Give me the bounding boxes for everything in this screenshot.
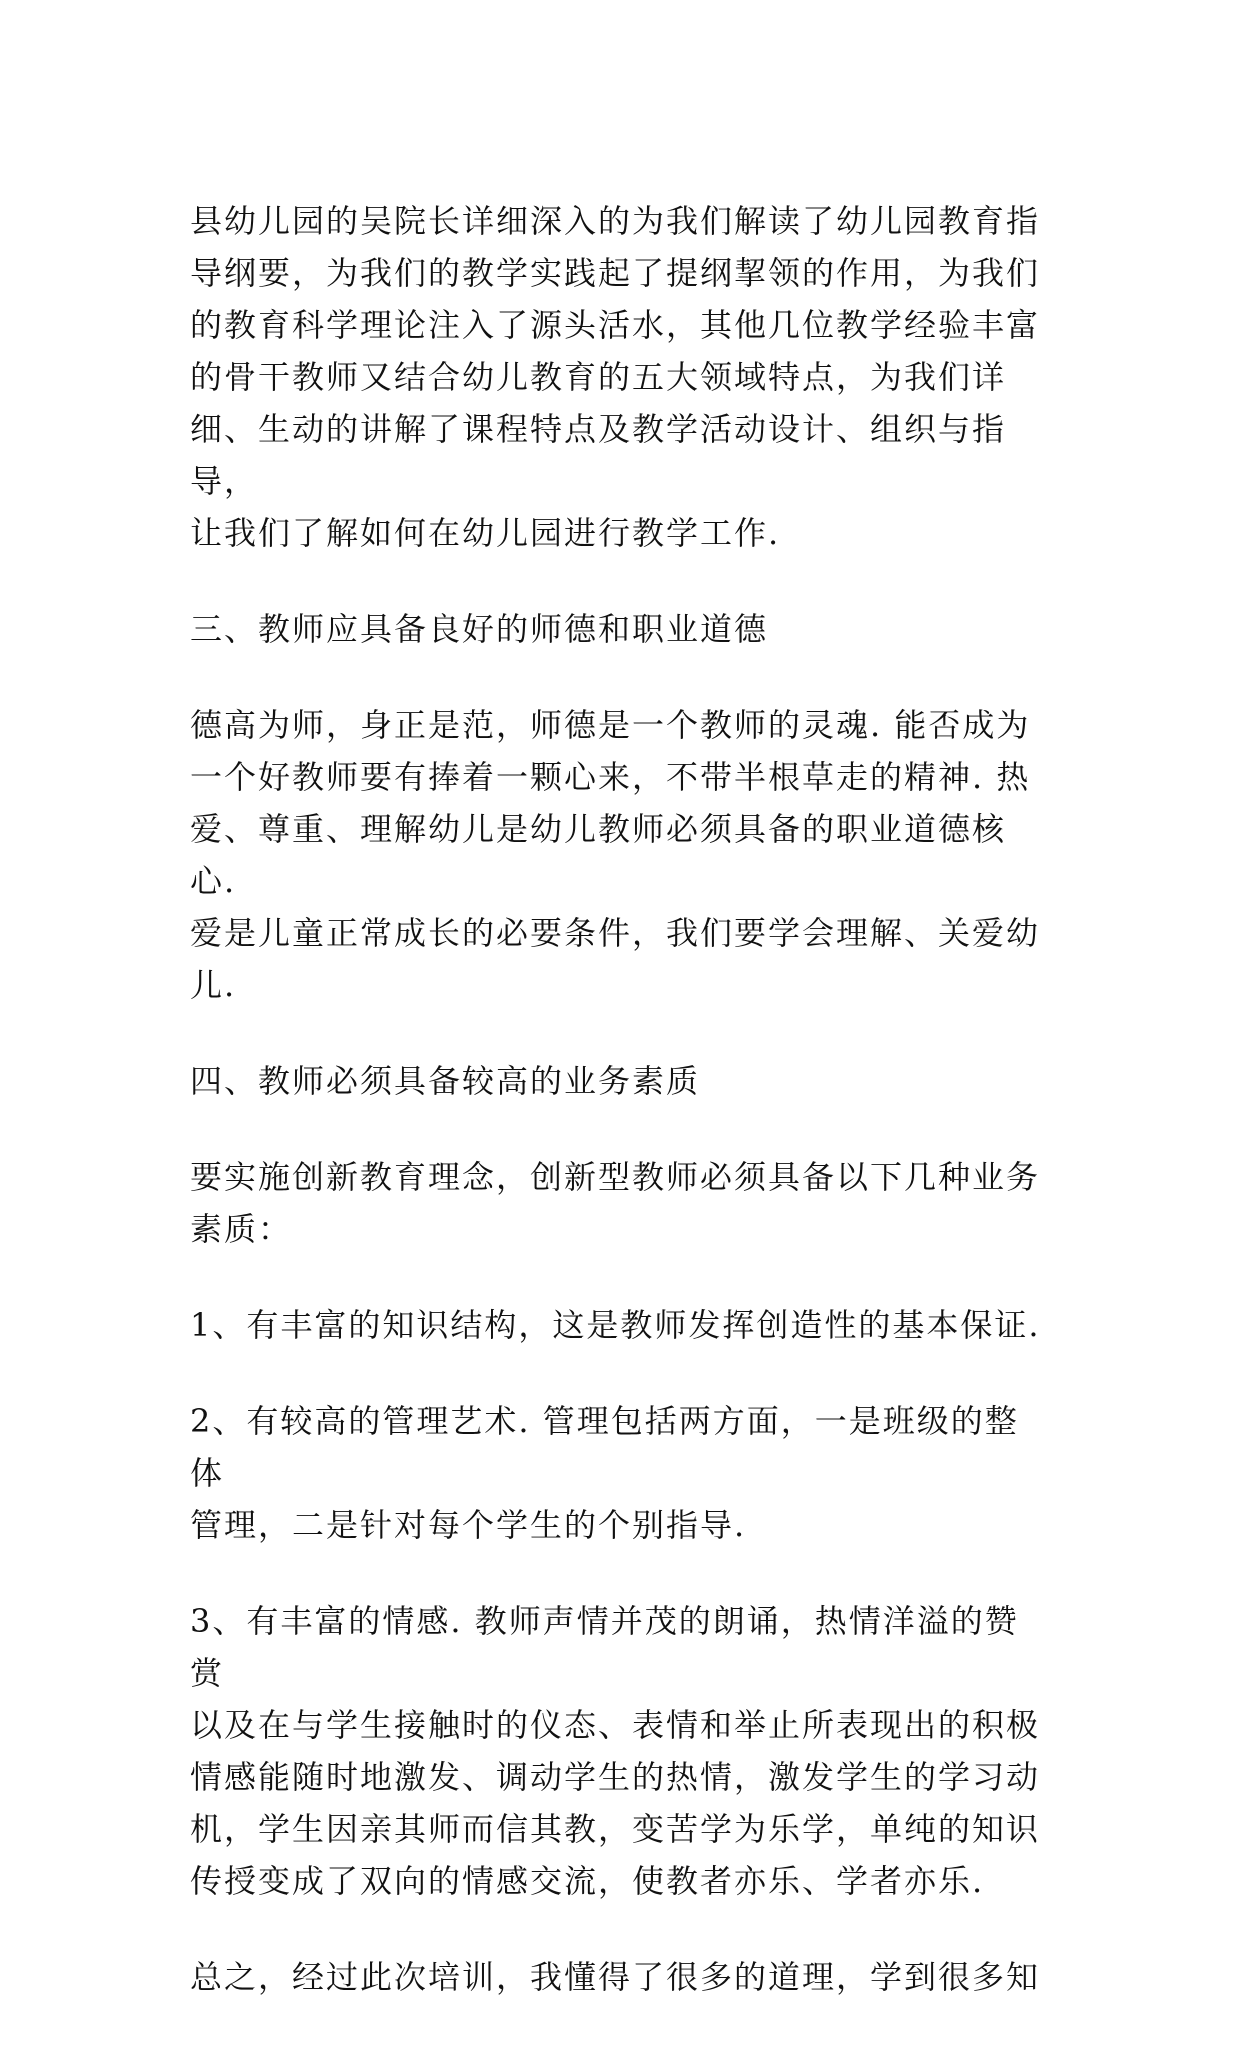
paragraph-kindergarten-guidance: 县幼儿园的吴院长详细深入的为我们解读了幼儿园教育指 导纲要，为我们的教学实践起了提纲挈领的作用，为我们 的教育科学理论注入了源头活水，其他几位教学经验丰富 的骨干教师又结合幼儿教育的五大领域特点，为我们详 细、生动的讲解了课程特点及教学活动设计、组织与指导， 让我们了解如何在幼儿园进行教学工作. bbox=[190, 202, 1041, 552]
section-heading-teacher-ethics: 三、教师应具备良好的师德和职业道德 bbox=[190, 610, 769, 648]
list-item-rich-emotion: 3、有丰富的情感. 教师声情并茂的朗诵，热情洋溢的赞赏 以及在与学生接触时的仪态、表情和举止所表现出的积极 情感能随时地激发、调动学生的热情，激发学生的学习动 机，学生因亲其师而信其教，变苦学为乐学，单纯的知识 传授变成了双向的情感交流，使教者亦乐、学者亦乐. bbox=[190, 1602, 1041, 1900]
section-heading-professional-quality: 四、教师必须具备较高的业务素质 bbox=[190, 1062, 701, 1100]
document-body bbox=[190, 195, 1050, 2047]
paragraph-teacher-ethics: 德高为师，身正是范，师德是一个教师的灵魂. 能否成为 一个好教师要有捧着一颗心来，不带半根草走的精神. 热 爱、尊重、理解幼儿是幼儿教师必须具备的职业道德核心. 爱是儿童正常成长的必要条件，我们要学会理解、关爱幼 儿. bbox=[190, 706, 1041, 1004]
paragraph-innovation-requirements: 要实施创新教育理念，创新型教师必须具备以下几种业务 素质： bbox=[190, 1158, 1041, 1248]
paragraph-conclusion: 总之，经过此次培训，我懂得了很多的道理，学到很多知 bbox=[190, 1958, 1041, 1996]
list-item-knowledge-structure: 1、有丰富的知识结构，这是教师发挥创造性的基本保证. bbox=[190, 1306, 1041, 1344]
list-item-management-art: 2、有较高的管理艺术. 管理包括两方面，一是班级的整体 管理，二是针对每个学生的个别指导. bbox=[190, 1402, 1019, 1544]
